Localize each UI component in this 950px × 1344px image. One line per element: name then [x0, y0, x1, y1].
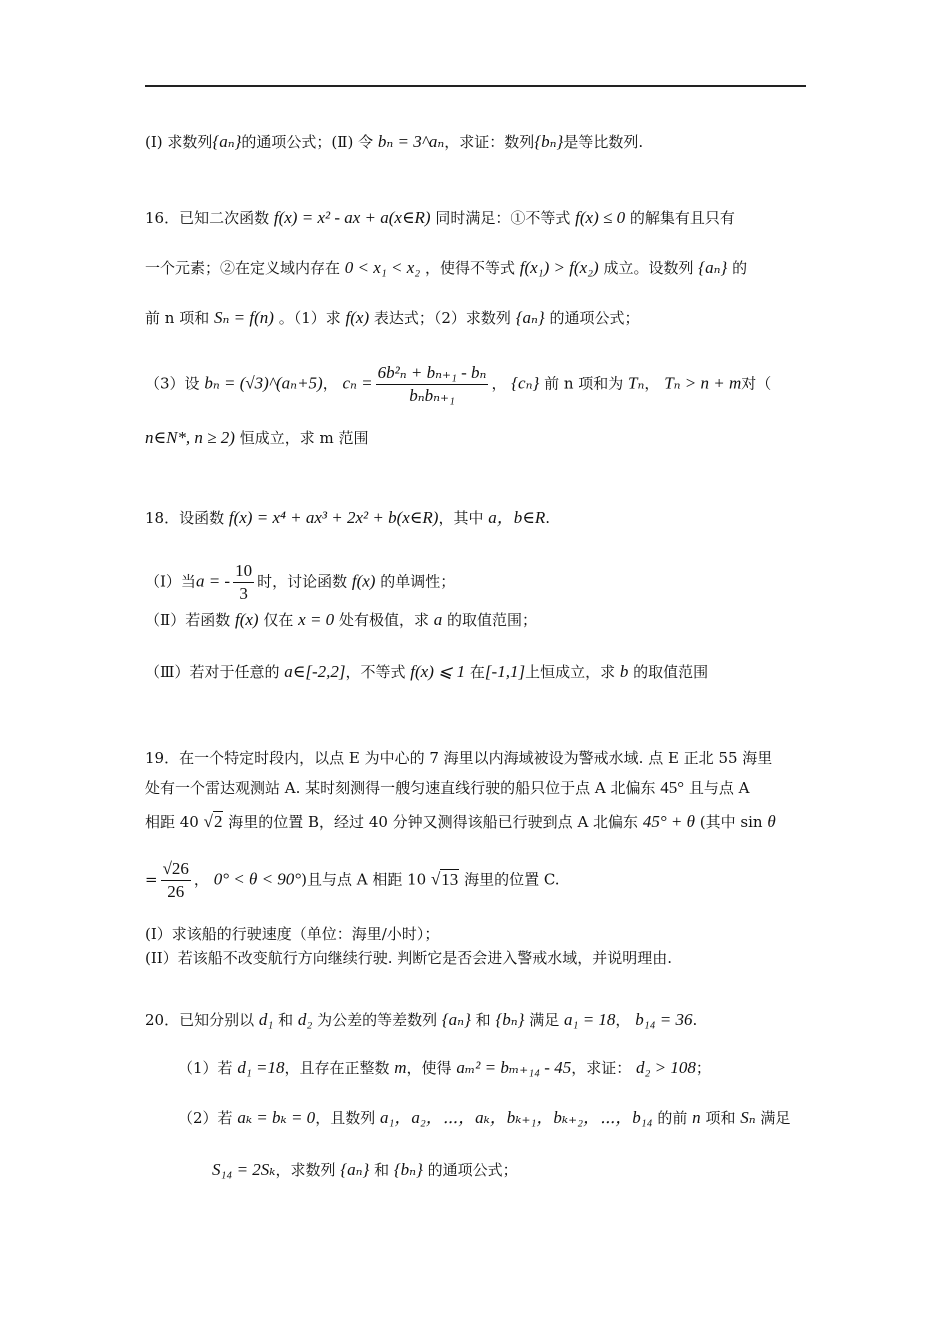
text: ，使得 [406, 1059, 452, 1077]
math-params: a，b∈R [488, 508, 546, 527]
text: (Ⅰ) 求数列 [145, 133, 213, 151]
text: 前 n 项和 [145, 309, 210, 327]
math-seq: {aₙ} [698, 258, 728, 277]
math-seq-b: {bₙ} [495, 1010, 525, 1029]
text: 前 n 项和为 [544, 374, 624, 393]
text: . [692, 1011, 698, 1029]
fraction-sin [161, 858, 191, 903]
text: 处有一个雷达观测站 A. 某时刻测得一艘匀速直线行驶的船只位于点 A 北偏东 [145, 779, 656, 797]
text: 海里的位置 C. [464, 870, 560, 889]
text: 仅在 [263, 611, 294, 629]
math-theta: θ [767, 812, 776, 831]
p18-line-1 [145, 508, 550, 528]
fraction-numerator: √26 [161, 858, 191, 881]
text: ，不等式 [345, 663, 406, 681]
text: ； [695, 1059, 711, 1077]
text: 是等比数列. [563, 133, 644, 151]
text: 上恒成立，求 [525, 663, 616, 681]
fraction-denominator: 26 [167, 882, 185, 901]
math-f: f(x) [351, 571, 376, 591]
text: ，且存在正整数 [284, 1059, 390, 1077]
math-function: f(x) = x² - ax + a(x∈R) [273, 208, 431, 227]
text: （Ⅰ）当 [145, 572, 196, 591]
math-inequality: f(x) ≤ 0 [575, 208, 626, 227]
math-d1: d₁ =18 [237, 1058, 285, 1077]
text: ，求证： [571, 1059, 632, 1077]
text: 的通项公式；(Ⅱ) 令 [241, 133, 374, 151]
math-d2: d₂ [297, 1010, 313, 1029]
text: ，使得不等式 [424, 259, 515, 277]
text: 成立。设数列 [603, 259, 694, 277]
math-a-lhs: a = - [195, 571, 231, 591]
text: （Ⅲ）若对于任意的 [145, 663, 280, 681]
fraction-numerator: 6b²ₙ + bₙ₊₁ - bₙ [376, 362, 489, 385]
text: 的前 [657, 1109, 688, 1127]
text: 海里的位置 B，经过 40 分钟又测得该船已行驶到点 A 北偏东 [228, 813, 639, 831]
p20-line-1: 20．已知分别以 d₁ 和 d₂ 为公差的等差数列 {aₙ} 和 {bₙ} 满足 a₁ = 18， b₁₄ = 36. [145, 1010, 698, 1029]
math-seq: a₁，a₂，⋯，aₖ，bₖ₊₁，bₖ₊₂，⋯，b₁₄ [379, 1108, 653, 1127]
sqrt-radicand: 2 [213, 812, 223, 831]
math-condition: n∈N*, n ≥ 2) [145, 428, 235, 447]
math-seq-a: {aₙ} [212, 132, 242, 151]
text: 的 [732, 259, 748, 277]
p18-line-4 [145, 662, 708, 682]
math-seq-a: {aₙ} [340, 1160, 370, 1179]
text: (其中 sin [699, 813, 763, 831]
text: 的通项公式； [427, 1161, 518, 1179]
text: （2）若 [178, 1109, 233, 1127]
text: 和 [278, 1011, 294, 1029]
p19-line-3 [145, 812, 776, 832]
math-d1: d₁ [258, 1010, 274, 1029]
text: 满足 [760, 1109, 791, 1127]
text: = [145, 870, 158, 889]
math-function: f(x) = x⁴ + ax³ + 2x² + b(x∈R) [228, 508, 439, 527]
text: （1）若 [178, 1059, 233, 1077]
math-eq: aₖ = bₖ = 0 [237, 1108, 316, 1127]
text: 时，讨论函数 [257, 572, 348, 591]
math-eq: aₘ² = bₘ₊₁₄ - 45 [456, 1058, 572, 1077]
text: 相距 40 [145, 813, 199, 831]
math-interval: [-1,1] [484, 662, 526, 681]
math-m: m [394, 1058, 407, 1077]
p19-line-2 [145, 778, 750, 798]
problem-number: 16．已知二次函数 [145, 209, 270, 227]
math-condition: 0 < x₁ < x₂ [344, 258, 421, 277]
math-angle: 45° [660, 778, 685, 797]
p18-line-2 [145, 560, 455, 605]
text: 同时满足：①不等式 [435, 209, 571, 227]
text: 在 [469, 663, 485, 681]
math-inequality: f(x₁) > f(x₂) [519, 258, 599, 277]
problem-number: 20．已知分别以 [145, 1011, 255, 1029]
math-seq: {aₙ} [515, 308, 545, 327]
text: ，且数列 [315, 1109, 376, 1127]
math-seq-c: {cₙ} [511, 373, 540, 393]
text: 为公差的等差数列 [317, 1011, 438, 1029]
math-inequality: f(x) ⩽ 1 [410, 662, 466, 681]
sqrt-radicand: 13 [441, 869, 459, 889]
math-f: f(x) [345, 308, 370, 327]
math-range: 0° < θ < 90° [213, 869, 302, 889]
text: 和 [374, 1161, 390, 1179]
p19-line-1: 19．在一个特定时段内，以点 E 为中心的 7 海里以内海域被设为警戒水域. 点 E 正北 55 海里 [145, 749, 773, 767]
text: . [545, 509, 550, 527]
p19-line-4: = $\frac{√26}{26}$ ， 0° < θ < 90°)且与点 A 相距 10 √13 海里的位置 C. [145, 859, 560, 901]
text: 项和 [705, 1109, 736, 1127]
fraction-numerator: 10 [233, 560, 254, 583]
text: （3）设 [145, 374, 200, 393]
text: 表达式；（2）求数列 [373, 309, 511, 327]
p16-line-3 [145, 308, 640, 328]
math-sqrt: √2 [203, 812, 223, 831]
text: 且与点 A [688, 779, 750, 797]
text: 恒成立，求 m 范围 [239, 429, 369, 447]
math-sqrt: √13 [430, 869, 459, 889]
p16-line-1 [145, 208, 735, 228]
math-f: f(x) [234, 610, 259, 629]
p16-line-4: （3）设 bₙ = (√3)^(aₙ+5)， cₙ = $\frac{\text{6b²ₙ + bₙ₊₁ - bₙ}}{\text{bₙbₙ₊₁}}$ ， {cₙ} 前 n 项和为 Tₙ， Tₙ > n + m对（ [145, 363, 772, 405]
math-var: a [433, 610, 443, 629]
text: 的通项公式； [549, 309, 640, 327]
p16-line-2 [145, 258, 747, 278]
text: 一个元素；②在定义域内存在 [145, 259, 341, 277]
math-condition: a∈[-2,2] [284, 662, 346, 681]
text: 。（1）求 [278, 309, 341, 327]
fraction-cn [376, 362, 489, 407]
math-var: b [619, 662, 629, 681]
p19-line-6: (II）若该船不改变航行方向继续行驶. 判断它是否会进入警戒水域，并说明理由. [145, 949, 673, 967]
fraction-a [233, 560, 254, 605]
math-n: n [692, 1108, 701, 1127]
math-cond: a₁ = 18 [564, 1010, 616, 1029]
math-x: x = 0 [298, 610, 335, 629]
math-bn: bₙ = 3^aₙ [377, 132, 445, 151]
math-result: d₂ > 108 [636, 1058, 696, 1077]
math-eq: S₁₄ = 2Sₖ [212, 1160, 276, 1179]
p18-line-3 [145, 610, 537, 630]
text: 和 [475, 1011, 491, 1029]
fraction-denominator: 3 [239, 584, 248, 603]
text: ，其中 [438, 509, 484, 527]
text: ，求证：数列 [444, 133, 535, 151]
p15-line [145, 132, 643, 152]
math-sn: Sₙ = f(n) [213, 308, 274, 327]
math-seq-b: {bₙ} [393, 1160, 423, 1179]
text: 的解集有且只有 [629, 209, 735, 227]
math-inequality: Tₙ > n + m [664, 373, 742, 393]
math-seq-b: {bₙ} [534, 132, 564, 151]
text: 的取值范围 [633, 663, 709, 681]
text: 对（ [741, 374, 772, 393]
text: 处有极值，求 [338, 611, 429, 629]
p16-line-5 [145, 428, 368, 448]
p19-line-5: (I）求该船的行驶速度（单位：海里/小时）； [145, 925, 440, 943]
text: 的取值范围； [447, 611, 538, 629]
math-angle: 45° + θ [642, 812, 695, 831]
math-seq-a: {aₙ} [441, 1010, 471, 1029]
math-tn: Tₙ [628, 373, 645, 393]
p20-line-2 [178, 1058, 711, 1078]
math-sn: Sₙ [740, 1108, 756, 1127]
fraction-denominator: bₙbₙ₊₁ [409, 386, 455, 405]
text: 满足 [529, 1011, 560, 1029]
math-bn: bₙ = (√3)^(aₙ+5) [204, 373, 323, 393]
math-cn-lhs: cₙ = [342, 373, 373, 393]
header-rule [145, 85, 806, 87]
text: （Ⅱ）若函数 [145, 611, 231, 629]
text: ，求数列 [275, 1161, 336, 1179]
p20-line-3 [178, 1108, 790, 1128]
text: )且与点 A 相距 10 [301, 870, 427, 889]
problem-number: 18．设函数 [145, 509, 225, 527]
math-cond: b₁₄ = 36 [635, 1010, 693, 1029]
text: 的单调性； [380, 572, 456, 591]
p20-line-4 [212, 1160, 518, 1180]
